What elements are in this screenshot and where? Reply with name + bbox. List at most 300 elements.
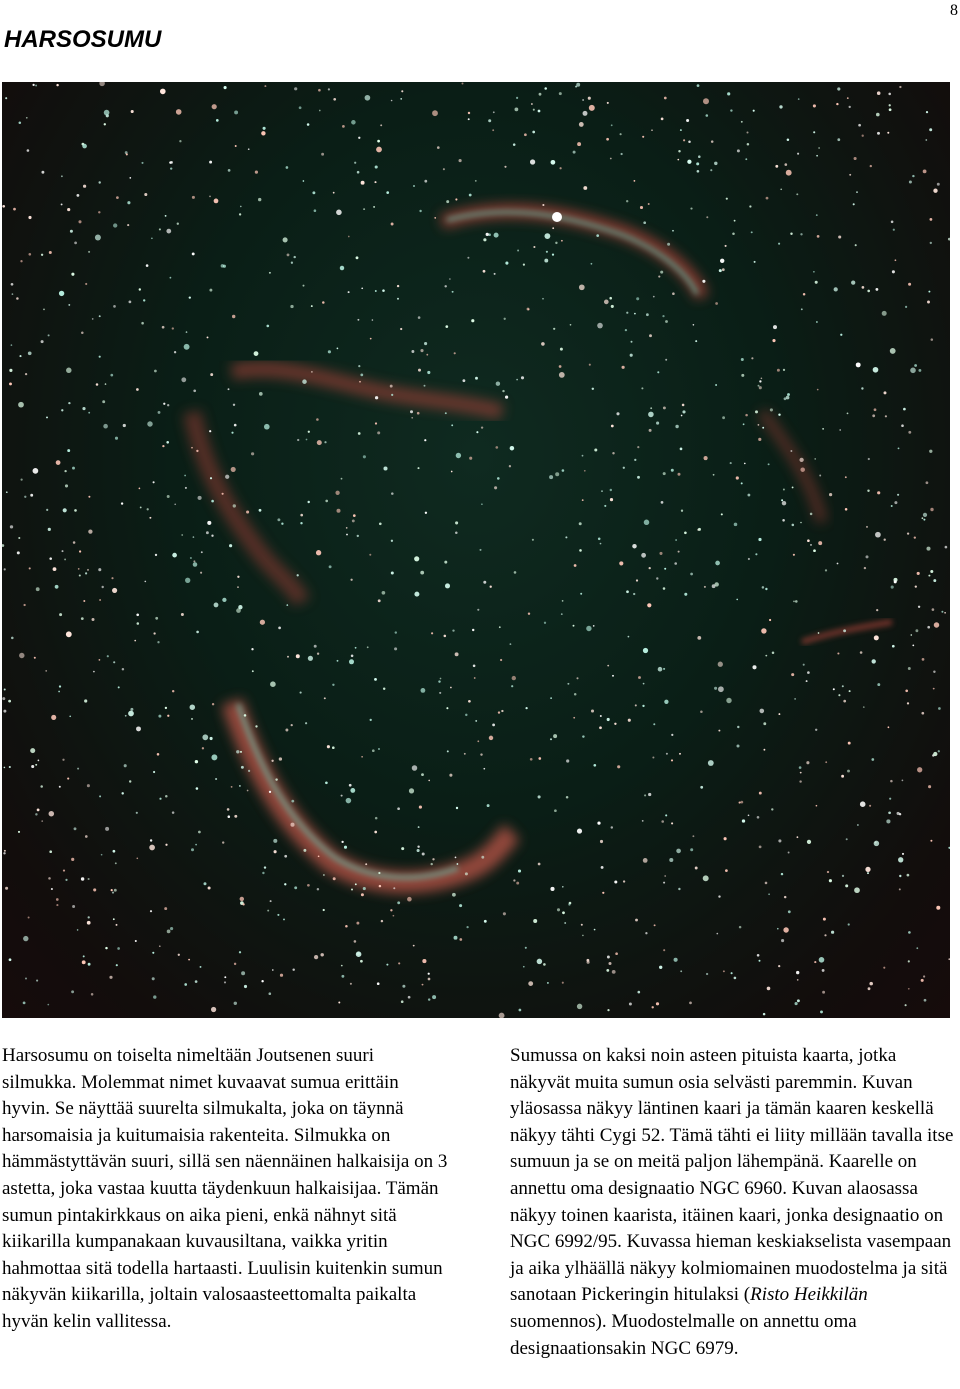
star xyxy=(797,153,799,155)
star xyxy=(928,291,930,293)
star xyxy=(583,111,588,116)
star xyxy=(891,505,893,507)
star xyxy=(631,341,633,343)
star xyxy=(504,318,506,320)
star xyxy=(177,223,179,225)
star xyxy=(475,377,478,380)
star xyxy=(665,320,668,323)
star xyxy=(88,529,92,533)
star xyxy=(898,447,900,449)
star xyxy=(4,688,6,690)
star xyxy=(170,167,172,169)
star xyxy=(678,888,680,890)
star xyxy=(656,1002,659,1005)
star xyxy=(290,305,293,308)
star xyxy=(671,822,673,824)
star xyxy=(459,159,462,162)
star xyxy=(528,612,530,614)
star xyxy=(186,331,188,333)
star xyxy=(11,344,13,346)
star xyxy=(561,613,563,615)
star xyxy=(872,414,875,417)
star xyxy=(783,369,785,371)
star xyxy=(212,104,217,109)
star xyxy=(162,326,165,329)
star xyxy=(772,339,775,342)
star xyxy=(538,110,541,113)
star xyxy=(867,290,870,293)
star xyxy=(584,470,586,472)
star xyxy=(225,475,229,479)
star xyxy=(894,501,897,504)
star xyxy=(38,760,40,762)
star xyxy=(877,683,880,686)
star xyxy=(607,665,609,667)
star xyxy=(377,140,380,143)
star xyxy=(895,259,897,261)
star xyxy=(810,544,812,546)
star xyxy=(19,355,21,357)
star xyxy=(43,309,45,311)
star xyxy=(96,383,99,386)
star xyxy=(372,749,375,752)
star xyxy=(840,334,842,336)
star xyxy=(765,882,768,885)
star xyxy=(645,932,647,934)
star xyxy=(727,92,730,95)
star xyxy=(772,652,775,655)
star xyxy=(845,476,847,478)
star xyxy=(862,135,864,137)
star xyxy=(664,875,666,877)
star xyxy=(690,573,693,576)
star xyxy=(380,124,382,126)
star xyxy=(136,726,141,731)
star xyxy=(196,631,199,634)
star xyxy=(424,180,427,183)
star xyxy=(101,854,103,856)
star xyxy=(778,965,780,967)
star xyxy=(382,289,385,292)
star xyxy=(176,109,182,115)
star xyxy=(444,561,447,564)
star xyxy=(518,869,521,872)
star xyxy=(255,171,258,174)
star xyxy=(424,439,426,441)
star xyxy=(512,676,516,680)
star xyxy=(807,671,810,674)
star xyxy=(825,569,827,571)
star xyxy=(431,632,433,634)
star xyxy=(757,816,760,819)
star xyxy=(820,1010,823,1013)
star xyxy=(714,162,717,165)
star xyxy=(475,720,477,722)
star xyxy=(648,793,651,796)
star xyxy=(816,155,818,157)
star xyxy=(209,289,212,292)
left-wisp-filament xyxy=(192,412,302,602)
star xyxy=(550,738,552,740)
star xyxy=(765,588,767,590)
star xyxy=(745,414,748,417)
star xyxy=(586,626,591,631)
star xyxy=(455,532,458,535)
star xyxy=(635,919,638,922)
star xyxy=(365,863,367,865)
star xyxy=(926,481,929,484)
star xyxy=(375,165,378,168)
star xyxy=(307,884,310,887)
star xyxy=(848,923,850,925)
star xyxy=(543,963,546,966)
right-column-paragraph xyxy=(510,1043,956,1362)
star xyxy=(402,985,405,988)
star xyxy=(71,273,74,276)
star xyxy=(818,147,820,149)
page-title: HARSOSUMU xyxy=(4,26,162,53)
star xyxy=(141,162,143,164)
star xyxy=(73,541,76,544)
star xyxy=(477,609,479,611)
star xyxy=(395,631,397,633)
star xyxy=(237,576,239,578)
star xyxy=(167,404,169,406)
star xyxy=(914,364,917,367)
star xyxy=(483,581,486,584)
star xyxy=(747,143,750,146)
star xyxy=(49,850,52,853)
star xyxy=(754,261,756,263)
star xyxy=(367,646,369,648)
star xyxy=(408,996,411,999)
star xyxy=(908,931,911,934)
star xyxy=(361,287,363,289)
star xyxy=(320,953,323,956)
star xyxy=(2,697,5,700)
right-column-text-end: suomennos). Muodostelmalle on annettu oma designaationsakin NGC 6979. xyxy=(510,1310,857,1359)
star xyxy=(236,608,241,613)
star xyxy=(637,991,640,994)
star xyxy=(269,992,272,995)
star xyxy=(899,86,901,88)
star xyxy=(184,344,190,350)
star xyxy=(737,149,740,152)
star xyxy=(888,811,891,814)
star xyxy=(383,466,387,470)
star xyxy=(538,795,541,798)
star xyxy=(686,119,689,122)
star xyxy=(632,544,637,549)
star xyxy=(9,382,12,385)
star xyxy=(494,273,496,275)
star xyxy=(465,714,467,716)
star xyxy=(35,764,37,766)
star xyxy=(61,175,63,177)
star xyxy=(300,522,302,524)
star xyxy=(689,1002,692,1005)
star xyxy=(105,383,107,385)
star xyxy=(600,543,602,545)
star xyxy=(663,668,665,670)
star xyxy=(445,583,450,588)
star xyxy=(61,203,63,205)
star xyxy=(414,556,419,561)
star xyxy=(78,220,81,223)
star xyxy=(63,870,65,872)
star xyxy=(444,285,446,287)
star xyxy=(867,489,869,491)
star xyxy=(291,262,293,264)
star xyxy=(706,114,709,117)
star xyxy=(538,863,541,866)
star xyxy=(421,773,424,776)
star xyxy=(206,531,209,534)
star xyxy=(6,491,8,493)
star xyxy=(481,426,483,428)
star xyxy=(575,86,577,88)
star xyxy=(2,205,5,208)
star xyxy=(810,513,813,516)
star xyxy=(704,456,708,460)
star xyxy=(706,973,708,975)
star xyxy=(552,253,554,255)
star xyxy=(275,778,277,780)
star xyxy=(432,858,434,860)
star xyxy=(837,138,840,141)
star xyxy=(341,965,343,967)
star xyxy=(593,625,595,627)
star xyxy=(905,689,908,692)
star xyxy=(921,712,924,715)
star xyxy=(882,311,887,316)
star xyxy=(185,578,190,583)
star xyxy=(360,960,363,963)
star xyxy=(573,151,576,154)
star xyxy=(115,437,118,440)
star xyxy=(5,887,8,890)
star xyxy=(793,601,795,603)
star xyxy=(391,394,393,396)
star xyxy=(667,243,670,246)
star xyxy=(207,336,209,338)
star xyxy=(13,208,16,211)
star xyxy=(468,112,470,114)
star xyxy=(325,500,328,503)
star xyxy=(346,527,348,529)
star xyxy=(181,377,186,382)
star xyxy=(682,404,685,407)
star xyxy=(188,959,190,961)
star xyxy=(703,98,709,104)
star xyxy=(41,820,43,822)
star xyxy=(26,117,28,119)
star xyxy=(139,488,141,490)
star xyxy=(897,494,899,496)
star xyxy=(74,827,77,830)
star xyxy=(4,767,6,769)
star xyxy=(49,811,55,817)
star xyxy=(824,934,826,936)
star xyxy=(607,718,610,721)
star xyxy=(229,544,232,547)
star xyxy=(178,954,180,956)
star xyxy=(822,428,824,430)
star xyxy=(81,617,84,620)
star xyxy=(589,364,591,366)
star xyxy=(690,848,693,851)
star xyxy=(153,771,155,773)
star xyxy=(816,805,818,807)
star xyxy=(420,688,425,693)
star xyxy=(237,586,239,588)
star xyxy=(355,883,357,885)
star xyxy=(358,432,361,435)
star xyxy=(562,982,564,984)
star xyxy=(544,622,546,624)
star xyxy=(648,203,650,205)
star xyxy=(99,659,101,661)
star xyxy=(68,402,70,404)
star xyxy=(899,888,901,890)
star xyxy=(719,269,722,272)
star xyxy=(418,369,421,372)
star xyxy=(581,924,583,926)
star xyxy=(474,677,476,679)
star xyxy=(121,502,123,504)
star xyxy=(794,698,796,700)
star xyxy=(235,145,237,147)
star xyxy=(759,846,762,849)
star xyxy=(488,119,491,122)
star xyxy=(284,855,287,858)
star xyxy=(466,926,468,928)
star xyxy=(923,513,927,517)
star xyxy=(88,878,90,880)
star xyxy=(580,593,582,595)
star xyxy=(11,283,14,286)
star xyxy=(594,929,596,931)
star xyxy=(240,897,244,901)
star xyxy=(511,685,513,687)
star xyxy=(193,560,195,562)
star xyxy=(165,844,167,846)
star xyxy=(190,704,195,709)
star xyxy=(783,927,788,932)
star xyxy=(216,119,219,122)
star xyxy=(121,792,123,794)
star xyxy=(316,418,319,421)
star xyxy=(579,522,582,525)
star xyxy=(360,374,363,377)
star xyxy=(917,572,920,575)
star xyxy=(386,964,388,966)
star xyxy=(795,600,798,603)
star xyxy=(61,409,63,411)
star xyxy=(692,835,694,837)
star xyxy=(124,764,127,767)
star xyxy=(798,98,800,100)
star xyxy=(59,786,61,788)
star xyxy=(393,915,395,917)
star xyxy=(449,278,451,280)
star xyxy=(683,139,685,141)
star xyxy=(83,600,85,602)
star xyxy=(637,446,639,448)
star xyxy=(634,313,636,315)
right-wisp-filament xyxy=(762,412,822,522)
star xyxy=(926,547,930,551)
star xyxy=(722,268,725,271)
star xyxy=(18,831,20,833)
star xyxy=(531,103,533,105)
star xyxy=(768,893,770,895)
star xyxy=(484,920,487,923)
star xyxy=(868,458,870,460)
star xyxy=(76,194,79,197)
star xyxy=(553,328,555,330)
star xyxy=(375,290,377,292)
star xyxy=(8,700,11,703)
star xyxy=(193,562,198,567)
left-column xyxy=(2,1043,448,1362)
star xyxy=(266,325,269,328)
star xyxy=(510,446,515,451)
star xyxy=(860,801,866,807)
star xyxy=(887,132,889,134)
star xyxy=(866,526,868,528)
star xyxy=(357,535,359,537)
star xyxy=(319,110,321,112)
star xyxy=(803,293,806,296)
star xyxy=(159,945,161,947)
star xyxy=(842,875,844,877)
star xyxy=(687,160,691,164)
star xyxy=(227,808,230,811)
star xyxy=(505,262,508,265)
right-column xyxy=(510,1043,956,1362)
star xyxy=(336,210,342,216)
star xyxy=(123,424,126,427)
star xyxy=(577,1004,582,1009)
star xyxy=(259,509,262,512)
star xyxy=(923,519,925,521)
star xyxy=(193,389,196,392)
star xyxy=(849,690,851,692)
star xyxy=(99,82,105,86)
star xyxy=(736,599,738,601)
star xyxy=(454,936,458,940)
star xyxy=(612,970,616,974)
star xyxy=(308,431,310,433)
star xyxy=(351,655,354,658)
star xyxy=(231,786,233,788)
star xyxy=(700,710,703,713)
star xyxy=(200,572,202,574)
star xyxy=(356,256,359,259)
star xyxy=(784,163,787,166)
star xyxy=(679,753,681,755)
star xyxy=(614,880,617,883)
star xyxy=(739,802,741,804)
star-cygni-52 xyxy=(552,212,562,222)
star xyxy=(582,935,584,937)
star xyxy=(467,257,469,259)
star xyxy=(322,301,325,304)
star xyxy=(941,611,943,613)
star xyxy=(363,455,366,458)
star xyxy=(773,325,777,329)
